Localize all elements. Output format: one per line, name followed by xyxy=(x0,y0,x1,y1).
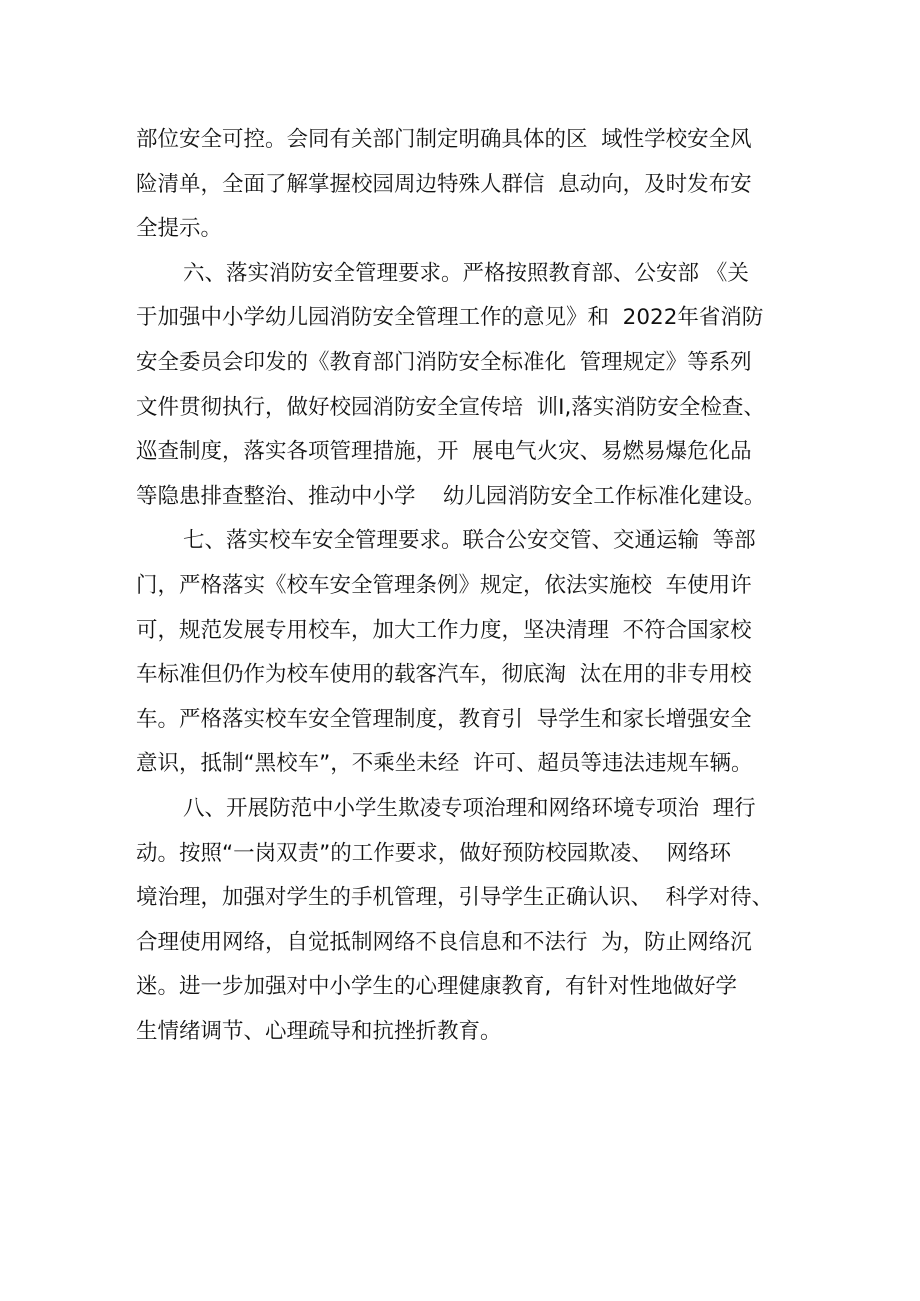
text-line: 意识，抵制“黑校车”，不乘坐未经 许可、超员等违法违规车辆。 xyxy=(136,751,753,777)
paragraph-school-bus-safety xyxy=(136,519,816,787)
paragraph-fire-safety xyxy=(136,252,816,520)
text-line: 文件贯彻执行，做好校园消防安全宣传培 训I,落实消防安全检查、 xyxy=(136,394,765,420)
paragraph-anti-bullying-network xyxy=(136,787,816,1055)
text-line: 等隐患排查整治、推动中小学 幼儿园消防安全工作标准化建设。 xyxy=(136,483,766,509)
document-body xyxy=(136,118,816,1054)
text-line: 全提示。 xyxy=(136,216,223,242)
paragraph-location-safety-continued xyxy=(136,118,816,252)
text-line: 车标准但仍作为校车使用的载客汽车，彻底淘 汰在用的非专用校 xyxy=(136,662,752,688)
text-line: 迷。进一步加强对中小学生的心理健康教育, 有针对性地做好学 xyxy=(136,974,738,1000)
text-line: 可，规范发展专用校车，加大工作力度，坚决清理 不符合国家校 xyxy=(136,617,752,643)
text-line: 七、落实校车安全管理要求。联合公安交管、交通运输 等部 xyxy=(183,528,756,554)
text-line: 险清单，全面了解掌握校园周边特殊人群信 息动向，及时发布安 xyxy=(136,171,752,197)
text-line: 合理使用网络，自觉抵制网络不良信息和不法行 为，防止网络沉 xyxy=(136,929,752,955)
text-line: 八、开展防范中小学生欺凌专项治理和网络环境专项治 理行 xyxy=(183,795,756,821)
text-line: 门，严格落实《校车安全管理条例》规定，依法实施校 车使用许 xyxy=(136,572,752,598)
text-line: 六、落实消防安全管理要求。严格按照教育部、公安部 《关 xyxy=(183,260,749,286)
text-line: 车。严格落实校车安全管理制度，教育引 导学生和家长增强安全 xyxy=(136,706,752,732)
text-line: 于加强中小学幼儿园消防安全管理工作的意见》和 2022年省消防 xyxy=(136,305,764,331)
text-line: 境治理，加强对学生的手机管理，引导学生正确认识、 科学对待、 xyxy=(136,885,774,911)
text-line: 巡查制度，落实各项管理措施，开 展电气火灾、易燃易爆危化品 xyxy=(136,439,752,465)
text-line: 部位安全可控。会同有关部门制定明确具体的区 域性学校安全风 xyxy=(136,127,752,152)
text-line: 生情绪调节、心理疏导和抗挫折教育。 xyxy=(136,1018,502,1044)
text-line: 安全委员会印发的《教育部门消防安全标准化 管理规定》等系列 xyxy=(136,349,752,375)
text-line: 动。按照“一岗双责”的工作要求，做好预防校园欺凌、 网络环 xyxy=(136,840,731,866)
